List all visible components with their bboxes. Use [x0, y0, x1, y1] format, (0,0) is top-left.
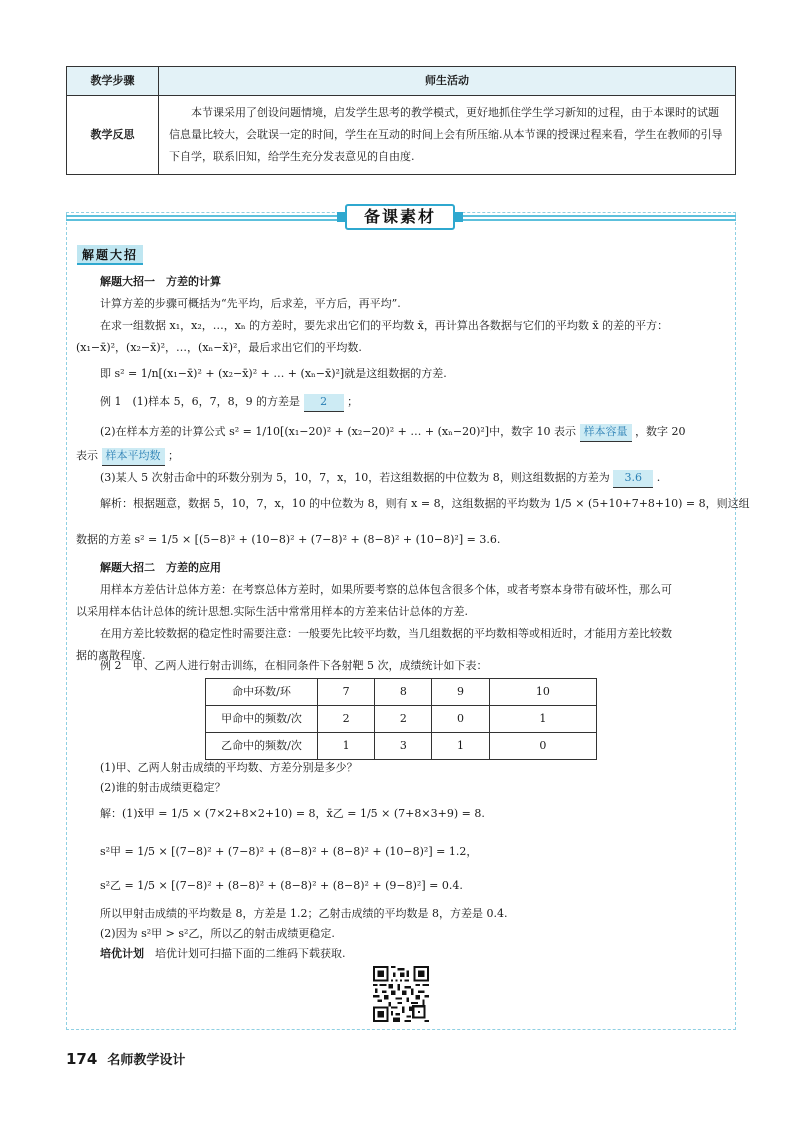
ex1-solution-1: 解析：根据题意，数据 5，10，7，x，10 的中位数为 8，则有 x = 8，这组数据的平均数为 1/5 × (5+10+7+8+10) = 8，则这组 [100, 497, 750, 510]
ex1-line3 [76, 448, 179, 466]
s1-p4: 即 s² = 1/n[(x₁−x̄)² + (x₂−x̄)² + … + (xₙ−x̄)²]就是这组数据的方差. [100, 367, 447, 380]
shooting-cell: 乙命中的频数/次 [206, 733, 318, 760]
shooting-cell: 1 [489, 706, 596, 733]
shooting-cell: 甲命中的频数/次 [206, 706, 318, 733]
plan-line [100, 946, 346, 963]
s2-title: 解题大招二 方差的应用 [100, 561, 221, 574]
ex1-line1 [100, 394, 358, 412]
ex1-answer-2: 样本容量 [580, 424, 632, 442]
ex1-line4 [100, 470, 660, 488]
s2-p1: 用样本方差估计总体方差：在考察总体方差时，如果所要考察的总体包含很多个体，或者考察本身带有破坏性，那么可 [100, 583, 672, 596]
shooting-cell: 2 [318, 706, 375, 733]
ex1-answer-1: 2 [304, 394, 344, 412]
ex2-a2: s²甲 = 1/5 × [(7−8)² + (7−8)² + (8−8)² + (8−8)² + (10−8)²] = 1.2， [100, 845, 478, 858]
section-banner: 备课素材 [345, 204, 455, 230]
s1-p3: (x₁−x̄)²，(x₂−x̄)²，…，(xₙ−x̄)²，最后求出它们的平均数. [76, 341, 362, 354]
ex1-answer-4: 3.6 [613, 470, 653, 488]
qr-code[interactable] [373, 966, 429, 1022]
shooting-header-cell: 命中环数/环 [206, 679, 318, 706]
header-step: 教学步骤 [67, 67, 159, 96]
row-label: 教学反思 [67, 96, 159, 175]
s1-p2: 在求一组数据 x₁，x₂，…，xₙ 的方差时，要先求出它们的平均数 x̄，再计算出各数据与它们的平均数 x̄ 的差的平方： [100, 319, 669, 332]
header-activity: 师生活动 [159, 67, 736, 96]
s2-p4: 据的离散程度. [76, 649, 146, 662]
shooting-cell: 1 [432, 733, 489, 760]
shooting-header-row [206, 679, 597, 706]
shooting-cell: 0 [489, 733, 596, 760]
shooting-row-jia [206, 706, 597, 733]
ex1-l3-pre: 表示 [76, 449, 98, 462]
shooting-header-cell: 7 [318, 679, 375, 706]
section-tag: 解题大招 [77, 245, 143, 265]
ex2-q2: (2)谁的射击成绩更稳定？ [100, 781, 226, 794]
ex1-l1-post: ； [347, 395, 359, 408]
ex1-solution-2: 数据的方差 s² = 1/5 × [(5−8)² + (10−8)² + (7−8)² + (8−8)² + (10−8)²] = 3.6. [76, 533, 501, 546]
ex1-l2-post: ，数字 20 [635, 425, 686, 438]
book-title: 名师教学设计 [107, 1053, 186, 1068]
ex1-l1-pre: 例 1 (1)样本 5，6，7，8，9 的方差是 [100, 395, 301, 408]
ex1-answer-3: 样本平均数 [102, 448, 165, 466]
ex1-l2-pre: (2)在样本方差的计算公式 s² = 1/10[(x₁−20)² + (x₂−20)² + … + (xₙ−20)²]中，数字 10 表示 [100, 425, 577, 438]
s2-p2: 以采用样本估计总体的统计思想.实际生活中常常用样本的方差来估计总体的方差. [76, 605, 468, 618]
shooting-cell: 1 [318, 733, 375, 760]
ex1-l3-post: ； [168, 449, 179, 462]
reflection-table [66, 66, 736, 175]
ex1-line2 [100, 424, 686, 442]
shooting-header-cell: 8 [375, 679, 432, 706]
row-content: 本节课采用了创设问题情境，启发学生思考的教学模式，更好地抓住学生学习新知的过程，由于本课时的试题信息量比较大，会耽误一定的时间，学生在互动的时间上会有所压缩.从本节课的授课过程来看，学生在教师的引导下自学，联系旧知，给学生充分发表意见的自由度. [159, 96, 736, 175]
ex2-q1: (1)甲、乙两人射击成绩的平均数、方差分别是多少？ [100, 761, 358, 774]
ex1-l4-post: . [656, 471, 661, 484]
plan-text: 培优计划可扫描下面的二维码下载获取. [155, 947, 346, 960]
shooting-table [205, 678, 597, 760]
shooting-cell: 2 [375, 706, 432, 733]
s1-title: 解题大招一 方差的计算 [100, 275, 221, 288]
ex2-a1: 解：(1)x̄甲 = 1/5 × (7×2+8×2+10) = 8，x̄乙 = 1/5 × (7+8×3+9) = 8. [100, 807, 485, 820]
shooting-cell: 0 [432, 706, 489, 733]
ex2-intro: 例 2 甲、乙两人进行射击训练，在相同条件下各射靶 5 次，成绩统计如下表： [100, 659, 488, 672]
ex1-l4-pre: (3)某人 5 次射击命中的环数分别为 5，10，7，x，10，若这组数据的中位数为 8，则这组数据的方差为 [100, 471, 610, 484]
ex2-c2: (2)因为 s²甲 > s²乙，所以乙的射击成绩更稳定. [100, 927, 335, 940]
page-footer [66, 1048, 185, 1071]
ex2-a3: s²乙 = 1/5 × [(7−8)² + (8−8)² + (8−8)² + (8−8)² + (9−8)²] = 0.4. [100, 879, 463, 892]
shooting-row-yi [206, 733, 597, 760]
shooting-header-cell: 10 [489, 679, 596, 706]
page-number: 174 [66, 1050, 98, 1068]
shooting-cell: 3 [375, 733, 432, 760]
shooting-header-cell: 9 [432, 679, 489, 706]
s1-p1: 计算方差的步骤可概括为“先平均，后求差，平方后，再平均”. [100, 297, 401, 310]
ex2-c1: 所以甲射击成绩的平均数是 8，方差是 1.2；乙射击成绩的平均数是 8，方差是 0.4. [100, 907, 508, 920]
plan-label: 培优计划 [100, 947, 144, 960]
s2-p3: 在用方差比较数据的稳定性时需要注意：一般要先比较平均数，当几组数据的平均数相等或相近时，才能用方差比较数 [100, 627, 672, 640]
